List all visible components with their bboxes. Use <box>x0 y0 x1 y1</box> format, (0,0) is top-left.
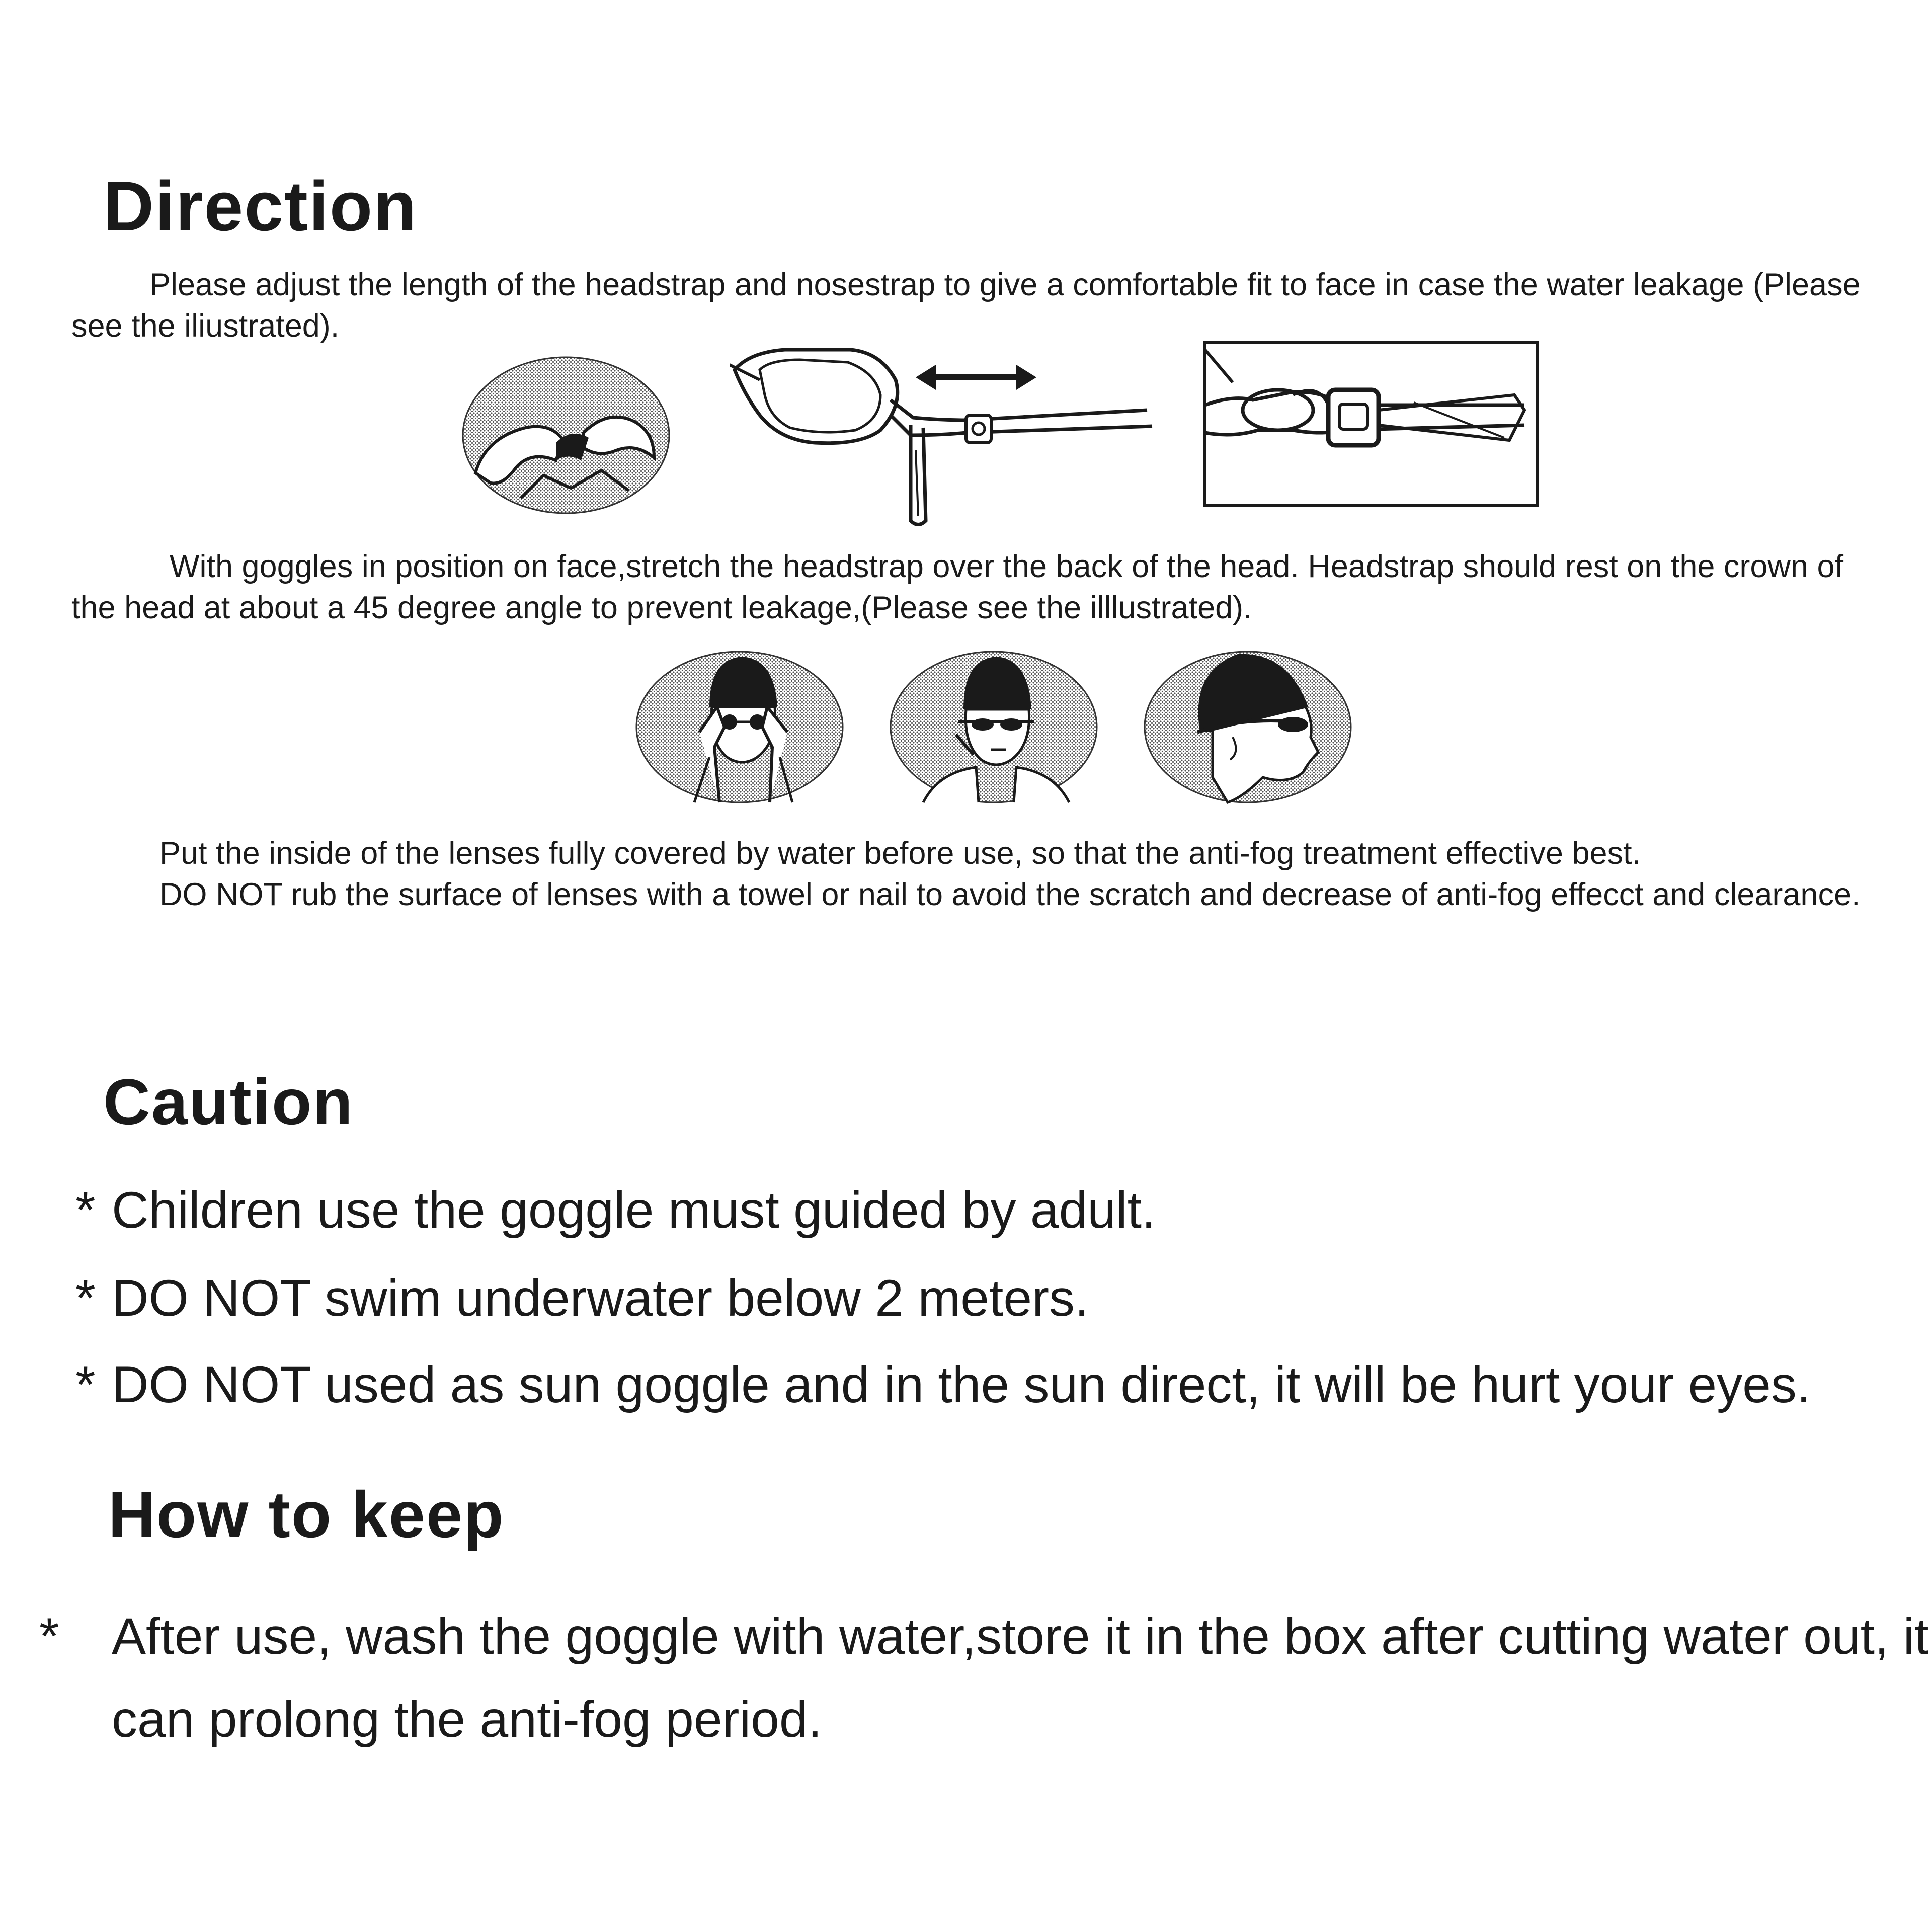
strap-over-head-side-view-illustration <box>1142 647 1353 808</box>
direction-paragraph-2-text: With goggles in position on face,stretch the headstrap over the back of the head. Headstrap should rest on the crown of the head at about a 45 degree angle to prevent leakage,(Please see the illlustrated). <box>71 549 1844 625</box>
direction-paragraph-3 <box>71 833 1873 874</box>
bullet-star: * <box>75 1181 96 1239</box>
direction-paragraph-4-text: DO NOT rub the surface of lenses with a towel or nail to avoid the scratch and decrease of anti-fog effecct and clearance. <box>159 877 1861 912</box>
how-to-keep-heading: How to keep <box>108 1478 505 1551</box>
bullet-star: * <box>75 1269 96 1327</box>
direction-paragraph-2 <box>71 546 1873 628</box>
caution-heading: Caution <box>103 1065 354 1139</box>
nosestrap-adjust-illustration <box>455 352 677 523</box>
bullet-star: * <box>75 1356 96 1413</box>
caution-item <box>75 1180 1897 1240</box>
direction-paragraph-1-text: Please adjust the length of the headstrap and nosestrap to give a comfortable fit to face in case the water leakage (Please see the iliustrated). <box>71 267 1861 344</box>
how-to-keep-item-text: After use, wash the goggle with water,store it in the box after cutting water out, it can prolong the anti-fog period. <box>112 1607 1929 1748</box>
caution-item-text: DO NOT swim underwater below 2 meters. <box>112 1269 1089 1327</box>
headstrap-adjust-illustration <box>730 335 1162 531</box>
holding-goggles-on-face-illustration <box>888 647 1099 808</box>
caution-item-text: Children use the goggle must guided by adult. <box>112 1181 1156 1239</box>
direction-paragraph-4 <box>71 874 1873 915</box>
putting-on-goggles-illustration <box>634 647 845 808</box>
direction-paragraph-3-text: Put the inside of the lenses fully covered by water before use, so that the anti-fog treatment effective best. <box>159 836 1641 871</box>
how-to-keep-item <box>39 1595 1932 1761</box>
caution-item-text: DO NOT used as sun goggle and in the sun direct, it will be hurt your eyes. <box>112 1356 1811 1413</box>
strap-clip-closeup-illustration <box>1202 340 1540 508</box>
direction-heading: Direction <box>103 167 418 246</box>
bullet-star: * <box>39 1607 59 1665</box>
caution-item <box>75 1268 1897 1328</box>
caution-item <box>75 1354 1897 1415</box>
